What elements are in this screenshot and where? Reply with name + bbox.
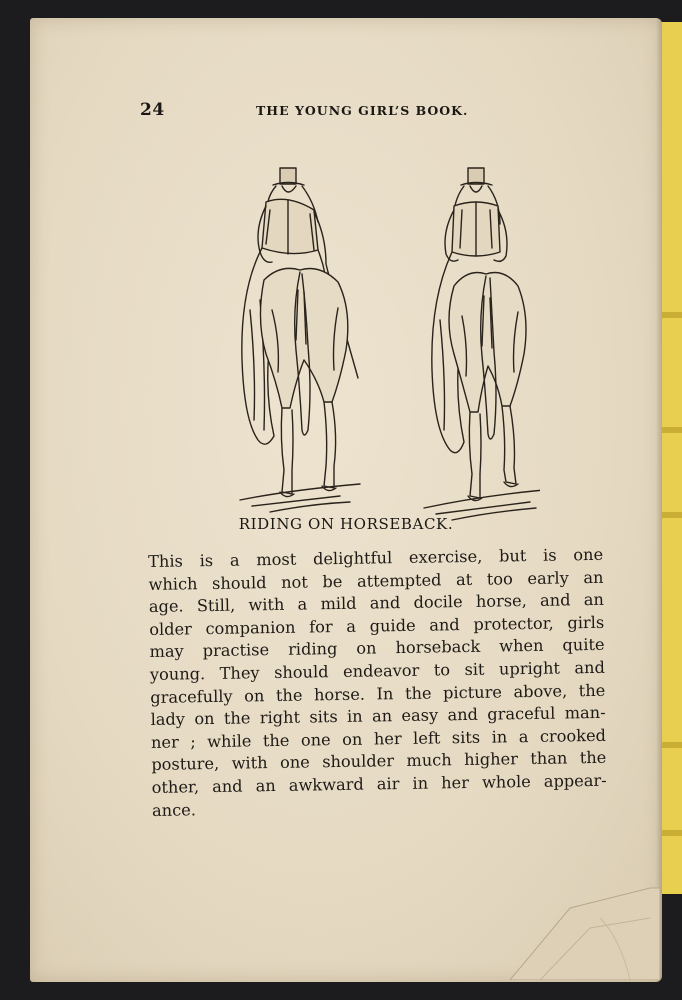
- text-line: which should not be attempted at too early an: [148, 567, 604, 594]
- text-line: ner ; while the one on her left sits in a crooked: [150, 725, 607, 752]
- left-rider-figure: [240, 168, 360, 512]
- text-line: This is a most delightful exercise, but is one: [148, 544, 604, 571]
- body-paragraph: [148, 544, 607, 822]
- text-line: young. They should endeavor to sit upright and: [149, 657, 606, 684]
- book-page: [30, 18, 662, 982]
- text-line: lady on the right sits in an easy and graceful man-: [150, 702, 606, 730]
- text-line: posture, with one shoulder much higher than the: [151, 748, 607, 775]
- creased-page-corner: [500, 868, 660, 980]
- text-line: gracefully on the horse. In the picture above, the: [150, 680, 606, 707]
- text-line: older companion for a guide and protector, girls: [149, 612, 605, 639]
- page-number: 24: [140, 100, 165, 120]
- text-line: ance.: [151, 799, 197, 820]
- text-line: age. Still, with a mild and docile horse, and an: [148, 590, 604, 617]
- riders-engraving: [200, 140, 540, 530]
- running-title: THE YOUNG GIRL’S BOOK.: [256, 103, 469, 118]
- text-line: other, and an awkward air in her whole appear-: [151, 770, 607, 797]
- page-header: [30, 100, 662, 124]
- text-line: may practise riding on horseback when quite: [149, 635, 605, 662]
- illustration-caption: RIDING ON HORSEBACK.: [238, 515, 454, 533]
- right-rider-figure: [424, 168, 540, 520]
- page-shadow-edge: [656, 18, 662, 982]
